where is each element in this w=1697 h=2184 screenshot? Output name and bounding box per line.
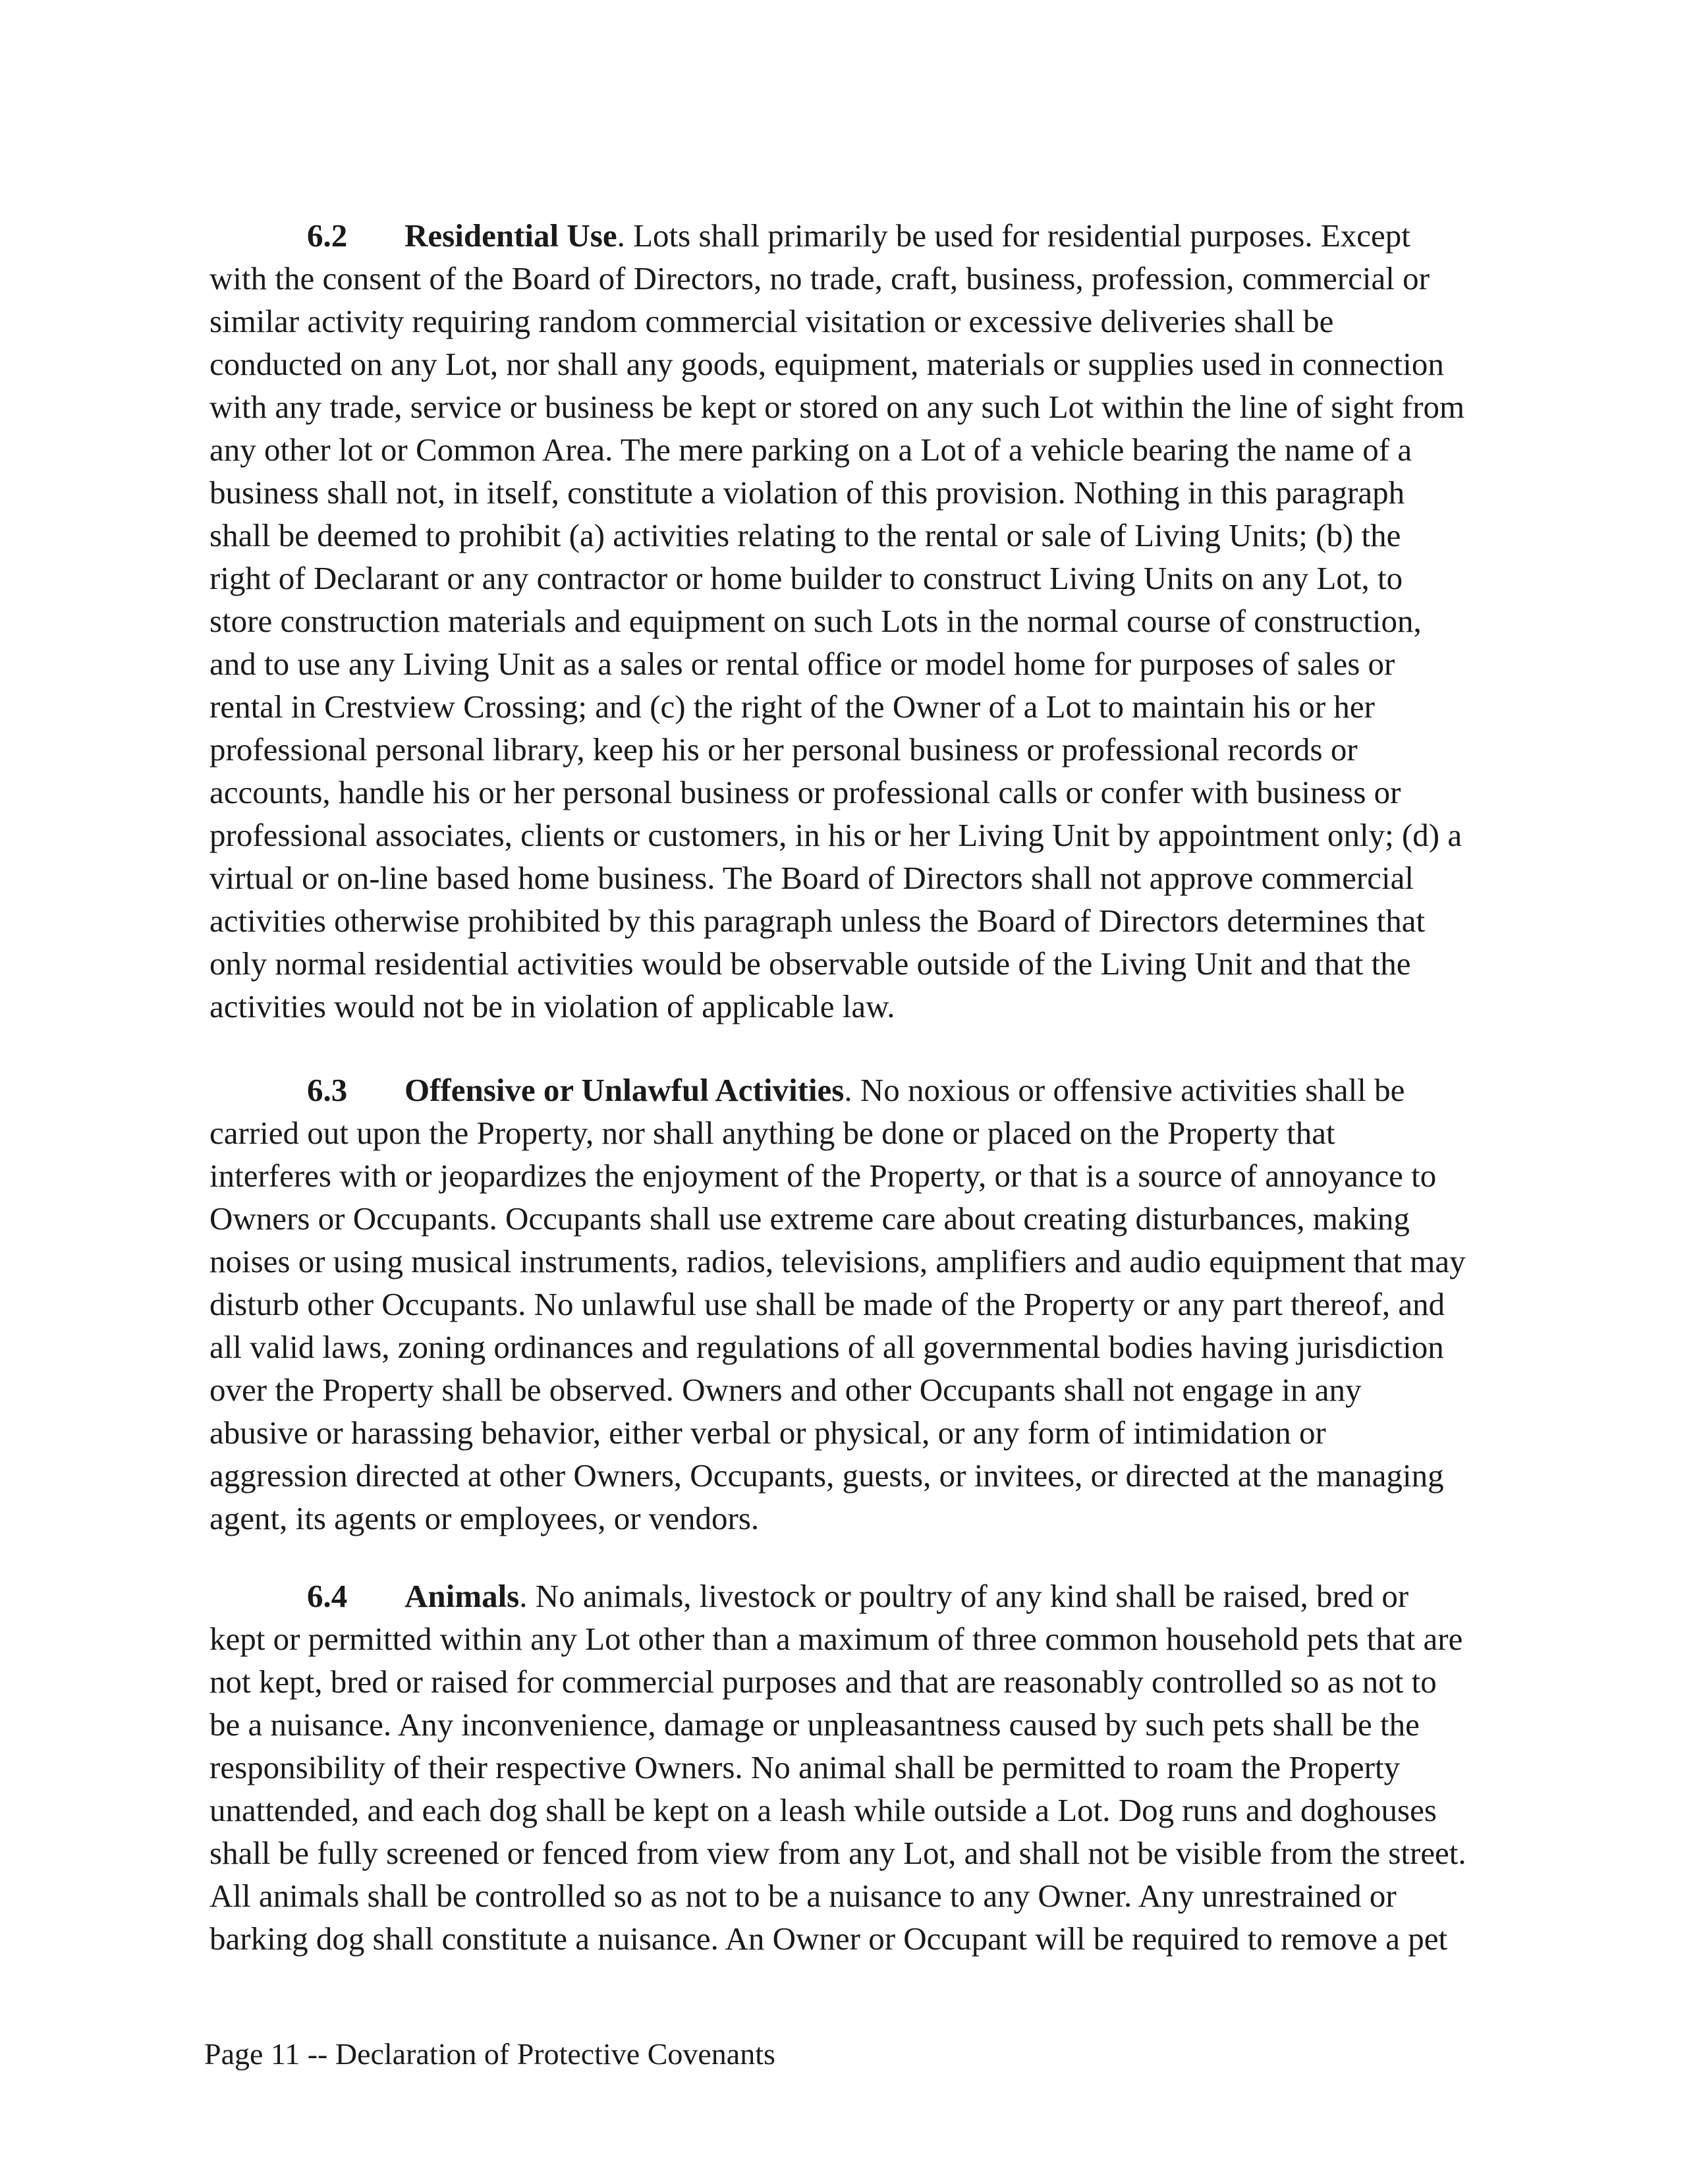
section-6-3-offensive-activities bbox=[209, 1069, 1502, 1540]
paragraph-text: No animals, livestock or poultry of any kind shall be raised, bred or bbox=[535, 1578, 1409, 1614]
paragraph-line: rental in Crestview Crossing; and (c) the right of the Owner of a Lot to maintain his or her bbox=[209, 688, 1376, 725]
paragraph-line: carried out upon the Property, nor shall anything be done or placed on the Property that bbox=[209, 1115, 1335, 1151]
section-6-4-animals bbox=[209, 1575, 1502, 1960]
paragraph-line: responsibility of their respective Owners. No animal shall be permitted to roam the Property bbox=[209, 1749, 1401, 1785]
paragraph-line: activities otherwise prohibited by this paragraph unless the Board of Directors determines that bbox=[209, 903, 1426, 939]
paragraph-line: store construction materials and equipment on such Lots in the normal course of construction, bbox=[209, 603, 1422, 639]
paragraph-line: be a nuisance. Any inconvenience, damage or unpleasantness caused by such pets shall be the bbox=[209, 1706, 1420, 1743]
paragraph-line: shall be fully screened or fenced from view from any Lot, and shall not be visible from the street. bbox=[209, 1835, 1466, 1871]
paragraph-line: only normal residential activities would be observable outside of the Living Unit and that the bbox=[209, 945, 1411, 982]
paragraph-line: 6.2 Residential Use. Lots shall primarily be used for residential purposes. Except bbox=[209, 214, 1502, 257]
paragraph-line: agent, its agents or employees, or vendors. bbox=[209, 1500, 760, 1536]
paragraph-line: disturb other Occupants. No unlawful use shall be made of the Property or any part thereof, and bbox=[209, 1286, 1445, 1322]
paragraph-line: activities would not be in violation of applicable law. bbox=[209, 988, 895, 1024]
paragraph-line: any other lot or Common Area. The mere parking on a Lot of a vehicle bearing the name of a bbox=[209, 432, 1412, 468]
paragraph-line: All animals shall be controlled so as not to be a nuisance to any Owner. Any unrestrained or bbox=[209, 1878, 1397, 1914]
paragraph-line: right of Declarant or any contractor or home builder to construct Living Units on any Lot, to bbox=[209, 560, 1403, 596]
paragraph-text: No noxious or offensive activities shall be bbox=[860, 1072, 1405, 1108]
paragraph-line: professional personal library, keep his or her personal business or professional records or bbox=[209, 731, 1358, 768]
paragraph-line: virtual or on-line based home business. The Board of Directors shall not approve commercial bbox=[209, 860, 1414, 896]
paragraph-line: not kept, bred or raised for commercial purposes and that are reasonably controlled so as not to bbox=[209, 1664, 1437, 1700]
paragraph-line: unattended, and each dog shall be kept on a leash while outside a Lot. Dog runs and doghouses bbox=[209, 1792, 1437, 1828]
paragraph-line: aggression directed at other Owners, Occupants, guests, or invitees, or directed at the managing bbox=[209, 1457, 1444, 1494]
paragraph-text: Lots shall primarily be used for residential purposes. Except bbox=[633, 217, 1410, 254]
paragraph-line: all valid laws, zoning ordinances and regulations of all governmental bodies having jurisdiction bbox=[209, 1329, 1444, 1365]
paragraph-line: with the consent of the Board of Directors, no trade, craft, business, profession, commercial or bbox=[209, 260, 1430, 296]
paragraph-line: over the Property shall be observed. Owners and other Occupants shall not engage in any bbox=[209, 1372, 1362, 1408]
paragraph-line: with any trade, service or business be kept or stored on any such Lot within the line of sight from bbox=[209, 389, 1465, 425]
paragraph-line: similar activity requiring random commercial visitation or excessive deliveries shall be bbox=[209, 303, 1334, 339]
paragraph-line: 6.3 Offensive or Unlawful Activities. No noxious or offensive activities shall be bbox=[209, 1069, 1502, 1111]
section-heading: Residential Use bbox=[404, 217, 617, 254]
paragraph-line: abusive or harassing behavior, either verbal or physical, or any form of intimidation or bbox=[209, 1414, 1326, 1451]
section-number: 6.2 bbox=[307, 217, 348, 254]
paragraph-line: professional associates, clients or customers, in his or her Living Unit by appointment only; (d) a bbox=[209, 817, 1462, 853]
paragraph-line: 6.4 Animals. No animals, livestock or poultry of any kind shall be raised, bred or bbox=[209, 1575, 1502, 1617]
section-number: 6.4 bbox=[307, 1578, 348, 1614]
paragraph-line: noises or using musical instruments, radios, televisions, amplifiers and audio equipment that may bbox=[209, 1243, 1466, 1279]
paragraph-line: shall be deemed to prohibit (a) activities relating to the rental or sale of Living Units; (b) the bbox=[209, 517, 1401, 553]
section-6-2-residential-use bbox=[209, 214, 1502, 1028]
paragraph-line: conducted on any Lot, nor shall any goods, equipment, materials or supplies used in connection bbox=[209, 346, 1444, 382]
paragraph-line: interferes with or jeopardizes the enjoyment of the Property, or that is a source of annoyance to bbox=[209, 1158, 1437, 1194]
page-footer: Page 11 -- Declaration of Protective Covenants bbox=[204, 2037, 775, 2071]
paragraph-line: and to use any Living Unit as a sales or rental office or model home for purposes of sales or bbox=[209, 646, 1395, 682]
paragraph-line: business shall not, in itself, constitute a violation of this provision. Nothing in this paragraph bbox=[209, 474, 1405, 511]
paragraph-line: barking dog shall constitute a nuisance. An Owner or Occupant will be required to remove a pet bbox=[209, 1920, 1448, 1957]
paragraph-line: accounts, handle his or her personal business or professional calls or confer with business or bbox=[209, 774, 1401, 810]
section-heading: Offensive or Unlawful Activities bbox=[404, 1072, 845, 1108]
section-heading: Animals bbox=[404, 1578, 520, 1614]
paragraph-line: kept or permitted within any Lot other than a maximum of three common household pets that are bbox=[209, 1621, 1463, 1657]
section-number: 6.3 bbox=[307, 1072, 348, 1108]
paragraph-line: Owners or Occupants. Occupants shall use extreme care about creating disturbances, making bbox=[209, 1200, 1410, 1237]
